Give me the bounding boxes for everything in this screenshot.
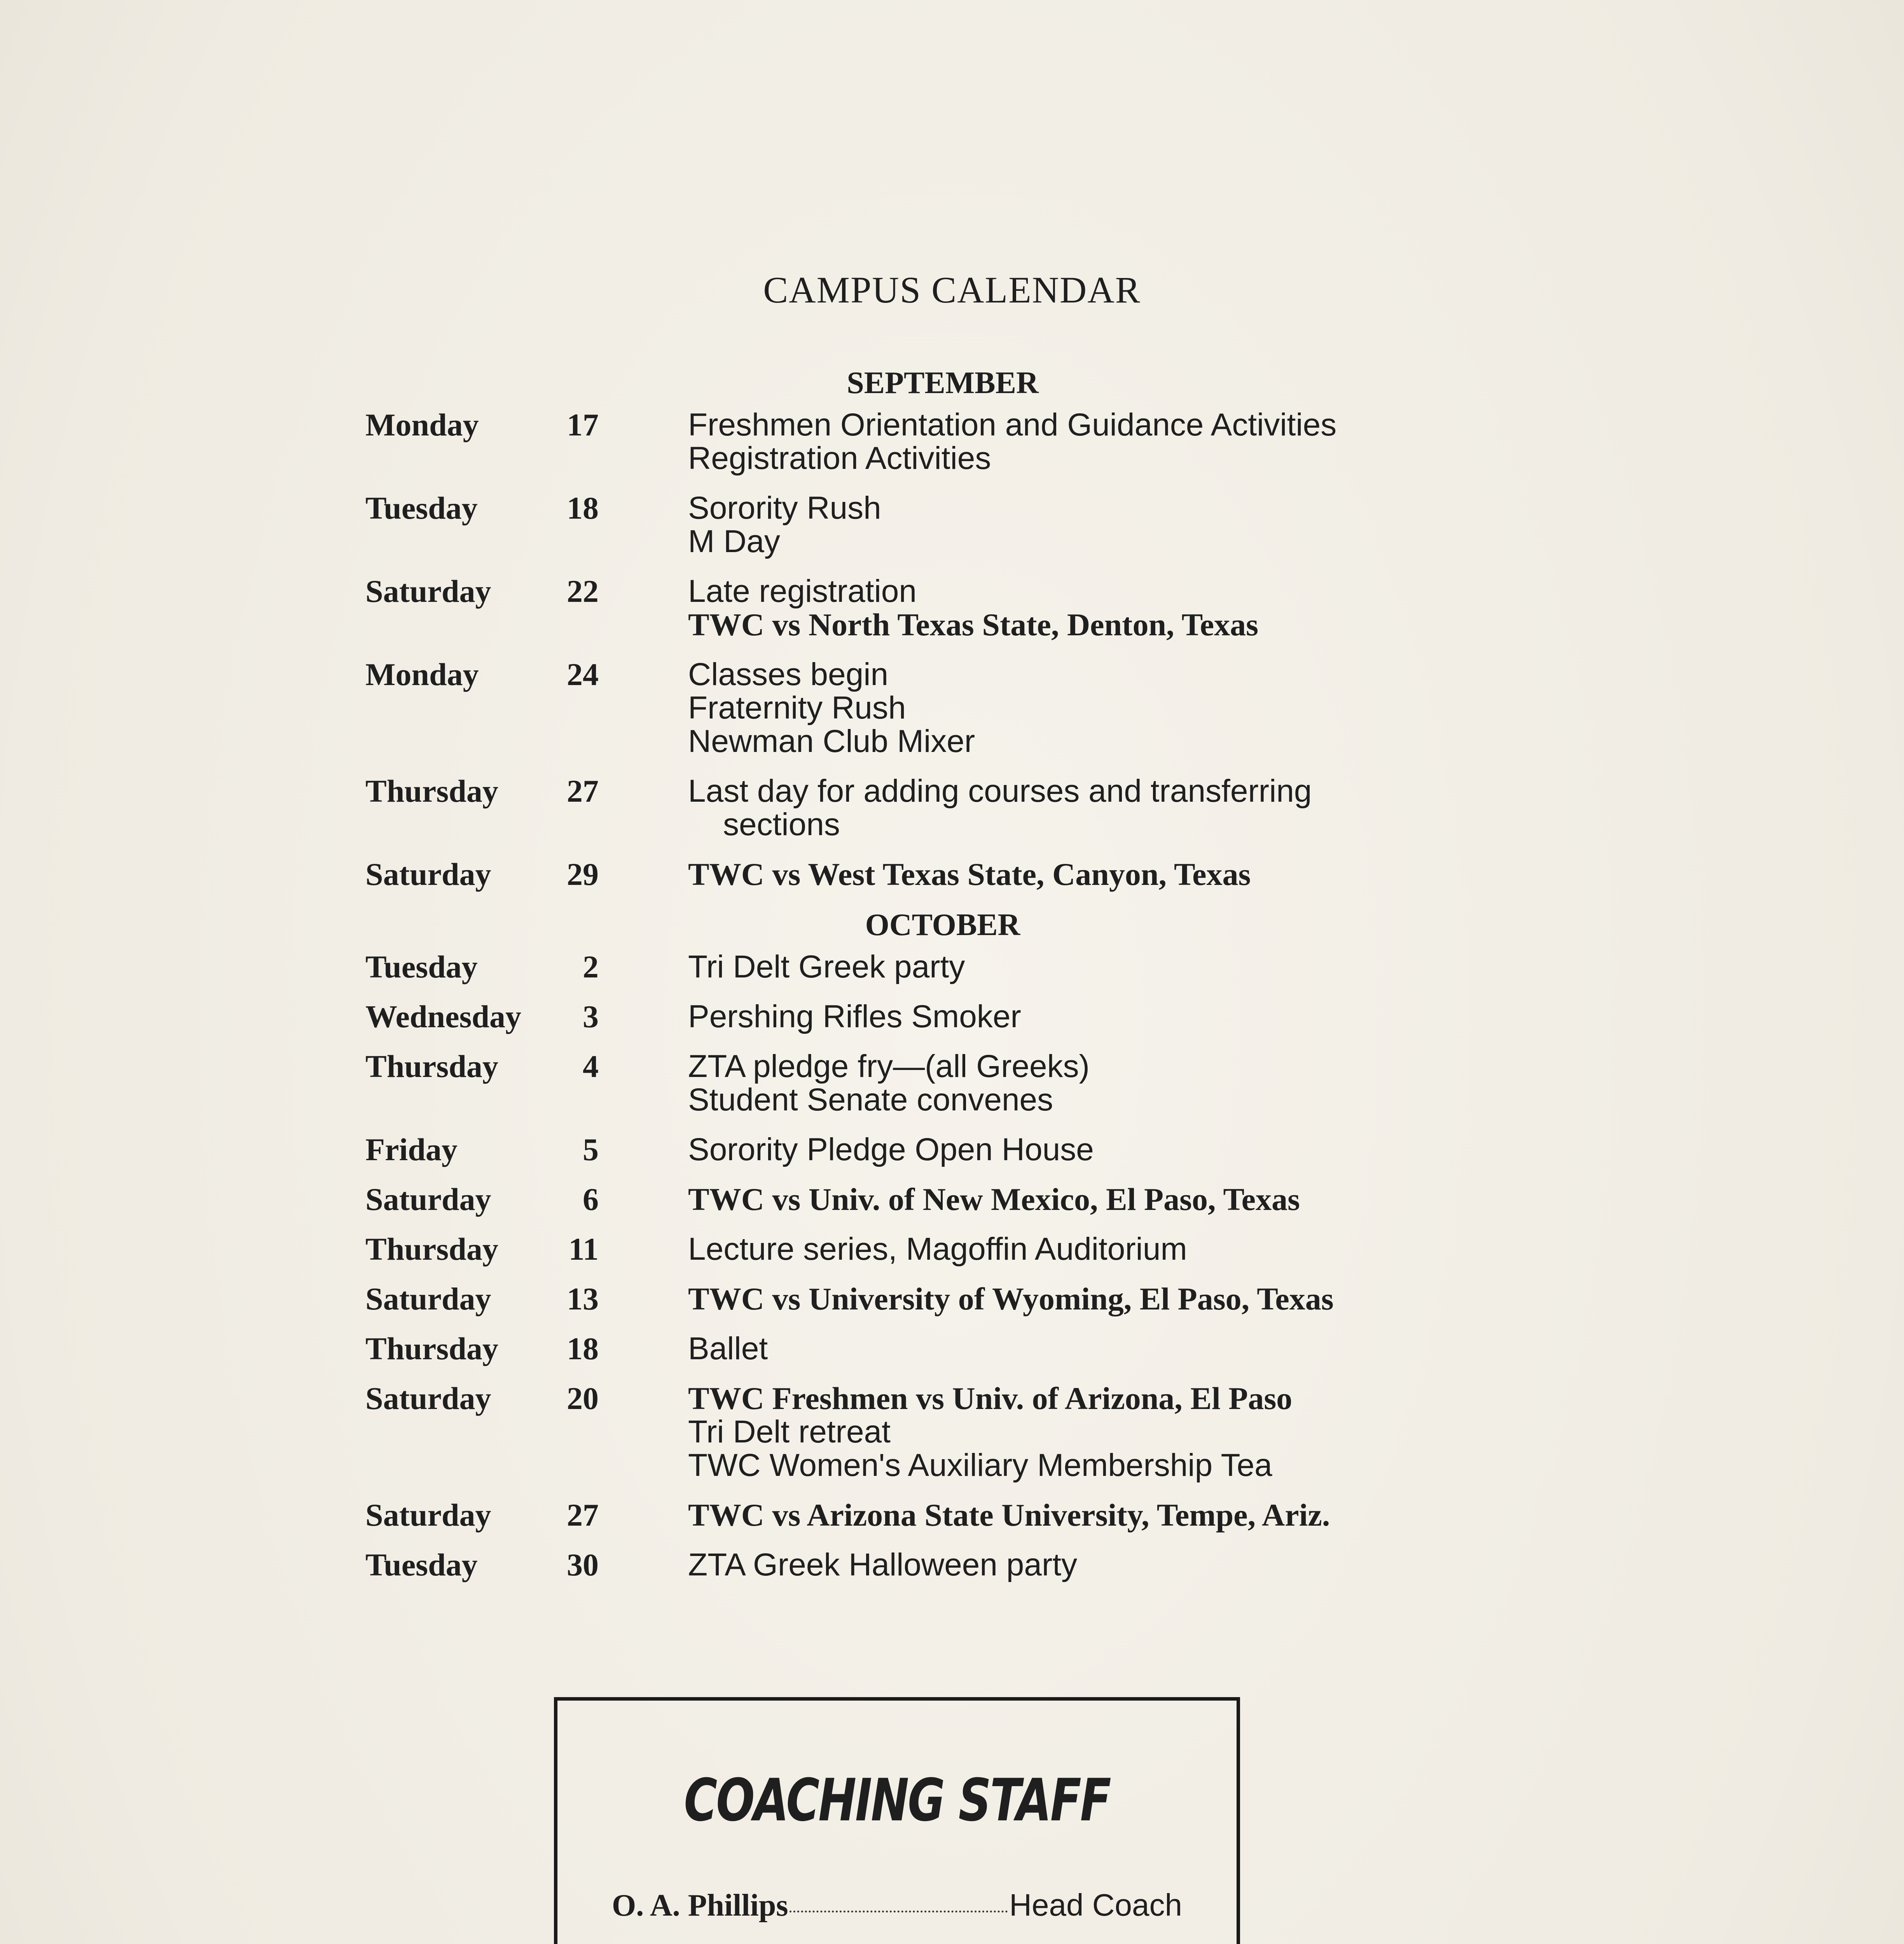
date: 18 — [567, 1331, 599, 1366]
event-item: Tri Delt Greek party — [688, 949, 965, 984]
event-item: TWC vs University of Wyoming, El Paso, Texas — [688, 1281, 1334, 1316]
weekday: Saturday — [365, 1497, 491, 1533]
event-item: M Day — [688, 524, 780, 559]
staff-row — [612, 1889, 1182, 1922]
event-item: ZTA Greek Halloween party — [688, 1547, 1078, 1582]
weekday: Saturday — [365, 573, 491, 609]
event-list — [688, 1232, 1466, 1266]
calendar-row — [365, 658, 1726, 758]
event-list — [688, 1183, 1466, 1216]
page-title: CAMPUS CALENDAR — [763, 269, 1141, 311]
event-list — [688, 1000, 1466, 1033]
event-list — [688, 1332, 1466, 1365]
event-list — [688, 1133, 1466, 1166]
weekday: Tuesday — [365, 949, 478, 984]
weekday: Thursday — [365, 773, 498, 809]
month-heading: OCTOBER — [865, 908, 1020, 942]
date: 5 — [583, 1132, 599, 1167]
staff-list — [557, 1889, 1237, 1944]
weekday: Tuesday — [365, 490, 478, 526]
coaching-staff-title: COACHING STAFF — [684, 1767, 1110, 1834]
event-item: Freshmen Orientation and Guidance Activities — [688, 407, 1337, 442]
calendar-row — [365, 1133, 1726, 1166]
campus-calendar — [365, 350, 1726, 1598]
date: 3 — [583, 999, 599, 1034]
event-item: Sorority Pledge Open House — [688, 1132, 1094, 1167]
event-list — [688, 1050, 1466, 1117]
date: 17 — [567, 407, 599, 442]
calendar-row — [365, 1332, 1726, 1365]
calendar-row — [365, 575, 1726, 642]
event-list — [688, 658, 1466, 758]
month-heading: SEPTEMBER — [847, 366, 1039, 400]
event-item: Student Senate convenes — [688, 1082, 1053, 1117]
event-item: Fraternity Rush — [688, 690, 906, 726]
weekday: Monday — [365, 657, 479, 692]
weekday: Tuesday — [365, 1547, 478, 1582]
event-item: TWC vs North Texas State, Denton, Texas — [688, 607, 1259, 642]
calendar-row — [365, 774, 1726, 841]
weekday: Saturday — [365, 1281, 491, 1316]
date: 6 — [583, 1182, 599, 1217]
calendar-row — [365, 408, 1726, 475]
calendar-row — [365, 950, 1726, 984]
date: 20 — [567, 1381, 599, 1416]
event-item: TWC vs Univ. of New Mexico, El Paso, Texas — [688, 1182, 1300, 1217]
coach-role: Head Coach — [1009, 1888, 1182, 1922]
event-list — [688, 950, 1466, 984]
date: 27 — [567, 773, 599, 809]
coaching-staff-box — [554, 1697, 1240, 1944]
event-list — [688, 575, 1466, 642]
event-item: Classes begin — [688, 657, 889, 692]
event-list — [688, 491, 1466, 558]
weekday: Wednesday — [365, 999, 521, 1034]
event-item: TWC vs West Texas State, Canyon, Texas — [688, 857, 1251, 892]
event-item: Pershing Rifles Smoker — [688, 999, 1021, 1034]
date: 27 — [567, 1497, 599, 1533]
event-list — [688, 1548, 1466, 1582]
event-item: TWC Freshmen vs Univ. of Arizona, El Paso — [688, 1381, 1293, 1416]
event-item: ZTA pledge fry—(all Greeks) — [688, 1049, 1090, 1084]
weekday: Thursday — [365, 1231, 498, 1267]
event-list — [688, 774, 1466, 841]
event-list — [688, 1382, 1466, 1482]
event-item: sections — [723, 807, 840, 842]
event-item: Tri Delt retreat — [688, 1414, 891, 1449]
date: 22 — [567, 573, 599, 609]
weekday: Friday — [365, 1132, 458, 1167]
dot-leader — [790, 1911, 1008, 1913]
weekday: Saturday — [365, 1381, 491, 1416]
weekday: Monday — [365, 407, 479, 442]
calendar-row — [365, 1232, 1726, 1266]
event-item: Ballet — [688, 1331, 768, 1366]
calendar-row — [365, 1000, 1726, 1033]
coach-name: O. A. Phillips — [612, 1888, 788, 1923]
event-item: Last day for adding courses and transferring — [688, 773, 1312, 809]
event-item: Sorority Rush — [688, 490, 881, 526]
event-item: Newman Club Mixer — [688, 724, 975, 759]
date: 29 — [567, 857, 599, 892]
date: 2 — [583, 949, 599, 984]
weekday: Saturday — [365, 1182, 491, 1217]
date: 24 — [567, 657, 599, 692]
date: 30 — [567, 1547, 599, 1582]
calendar-row — [365, 1548, 1726, 1582]
calendar-row — [365, 491, 1726, 558]
event-item: Registration Activities — [688, 441, 991, 476]
weekday: Thursday — [365, 1049, 498, 1084]
event-list — [688, 858, 1466, 891]
event-list — [688, 408, 1466, 475]
event-item: Lecture series, Magoffin Auditorium — [688, 1231, 1187, 1267]
calendar-row — [365, 1183, 1726, 1216]
event-list — [688, 1498, 1466, 1532]
event-item: TWC vs Arizona State University, Tempe, Ariz. — [688, 1497, 1330, 1533]
event-item: TWC Women's Auxiliary Membership Tea — [688, 1448, 1272, 1483]
event-list — [688, 1282, 1466, 1316]
calendar-row — [365, 1382, 1726, 1482]
calendar-row — [365, 1282, 1726, 1316]
date: 11 — [568, 1231, 599, 1267]
weekday: Thursday — [365, 1331, 498, 1366]
date: 4 — [583, 1049, 599, 1084]
calendar-row — [365, 858, 1726, 891]
date: 18 — [567, 490, 599, 526]
calendar-row — [365, 1050, 1726, 1117]
calendar-row — [365, 1498, 1726, 1532]
date: 13 — [567, 1281, 599, 1316]
event-item: Late registration — [688, 573, 917, 609]
weekday: Saturday — [365, 857, 491, 892]
